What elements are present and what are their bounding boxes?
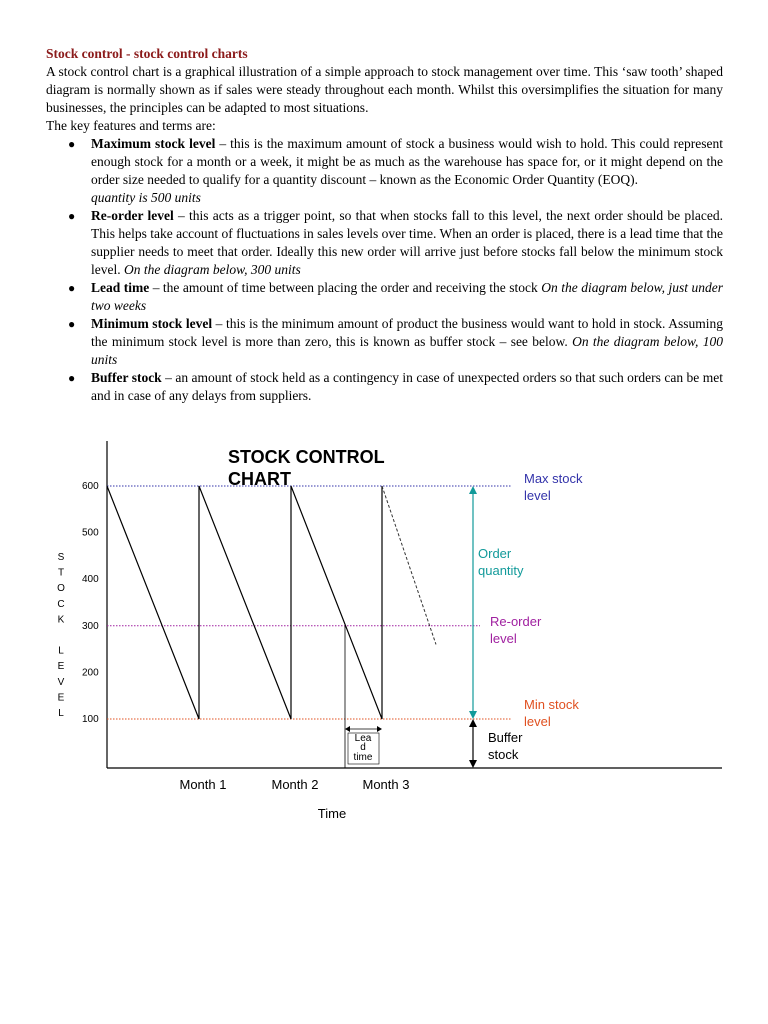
- y-axis-letter: L: [58, 645, 64, 657]
- arrow-up-icon: [469, 486, 477, 494]
- x-category-label: Month 3: [362, 777, 410, 792]
- y-tick-label: 600: [82, 481, 99, 492]
- buffer-stock-annotation: stock: [488, 747, 519, 762]
- y-tick-label: 400: [82, 574, 99, 586]
- term-text: – this acts as a trigger point, so that when stocks fall to this level, the next order should be placed. This helps take account of fluctuations in sales levels over time. When an order is placed, there is a lead time that the supplier needs to meet that order. Ideally this new order will arrive just before stocks fall below the minimum stock level.: [91, 208, 723, 277]
- reorder-level-annotation: level: [490, 631, 517, 646]
- term-text: – the amount of time between placing the order and receiving the stock: [149, 280, 542, 295]
- arrow-right-icon: [377, 726, 382, 732]
- page-title: Stock control - stock control charts: [46, 46, 248, 61]
- arrow-down-icon: [469, 760, 477, 768]
- term-text: – this is the minimum amount of product the business would want to hold in stock. Assuming the minimum stock level is more than zero, this is known as buffer stock – see below.: [91, 316, 723, 349]
- y-tick-label: 300: [82, 620, 99, 632]
- lead-time-label: Lea: [354, 733, 372, 744]
- y-axis-letter: S: [57, 552, 65, 563]
- term-label: Minimum stock level: [91, 316, 213, 331]
- lead-time-label: time: [353, 752, 373, 763]
- reorder-level-annotation: Re-order: [490, 614, 542, 629]
- y-tick-label: 500: [82, 527, 99, 539]
- term-note: On the diagram below, 100 units: [91, 334, 723, 367]
- term-label: Lead time: [91, 280, 150, 295]
- arrow-up-icon: [469, 719, 477, 727]
- term-label: Re-order level: [91, 208, 174, 223]
- projected-stock-line: [382, 486, 436, 644]
- bullet-icon: ●: [68, 137, 76, 151]
- term-text: – an amount of stock held as a contingency in case of unexpected orders so that such orders can be met and in case of any delays from suppliers.: [91, 370, 723, 403]
- y-tick-label: 100: [82, 714, 99, 725]
- order-quantity-annotation: Order: [478, 546, 512, 561]
- arrow-left-icon: [345, 726, 350, 732]
- bullet-icon: ●: [68, 317, 76, 331]
- term-text: – this is the maximum amount of stock a business would wish to hold. This could represent enough stock for a month or a week, it might be as much as the warehouse has space for, or it might depend on the order size needed to qualify for a quantity discount – known as the Economic Order Quantity (EOQ).: [91, 136, 723, 187]
- key-features-line: The key features and terms are:: [46, 118, 216, 133]
- buffer-stock-annotation: Buffer: [488, 730, 523, 745]
- order-quantity-annotation: quantity: [478, 563, 524, 578]
- x-axis-label: Time: [317, 806, 347, 821]
- term-label: Buffer stock: [91, 370, 162, 385]
- min-stock-annotation: level: [524, 714, 551, 729]
- lead-time-label: d: [360, 742, 366, 753]
- chart-title-line1: STOCK CONTROL: [228, 447, 385, 467]
- term-note: quantity is 500 units: [91, 190, 201, 205]
- bullet-icon: ●: [68, 371, 76, 385]
- intro-paragraph: A stock control chart is a graphical illustration of a simple approach to stock management over time. This ‘saw tooth’ shaped diagram is normally shown as if sales were steady throughout each month. Whilst this oversimplifies the situation for many businesses, the principles can be adapted to most situations.: [46, 64, 723, 115]
- min-stock-annotation: Min stock: [524, 697, 579, 712]
- term-label: Maximum stock level: [91, 136, 216, 151]
- x-category-label: Month 1: [179, 777, 227, 792]
- chart-title-line2: CHART: [228, 469, 291, 489]
- y-axis-letter: T: [57, 567, 65, 579]
- y-axis-letter: K: [57, 614, 65, 626]
- y-axis-letter: E: [57, 692, 65, 704]
- stock-series-line: [107, 486, 382, 719]
- y-axis-letter: E: [57, 661, 65, 673]
- y-axis-letter: O: [57, 583, 65, 595]
- bullet-icon: ●: [68, 281, 76, 295]
- bullet-icon: ●: [68, 209, 76, 223]
- arrow-down-icon: [469, 711, 477, 719]
- max-stock-annotation: level: [524, 488, 551, 503]
- y-axis-letter: L: [58, 708, 64, 719]
- y-axis-letter: C: [57, 598, 65, 610]
- y-tick-label: 200: [82, 667, 99, 679]
- max-stock-annotation: Max stock: [524, 471, 583, 486]
- term-note: On the diagram below, just under two weeks: [91, 280, 723, 313]
- y-axis-letter: V: [57, 676, 65, 688]
- x-category-label: Month 2: [271, 777, 319, 792]
- term-note: On the diagram below, 300 units: [124, 262, 301, 277]
